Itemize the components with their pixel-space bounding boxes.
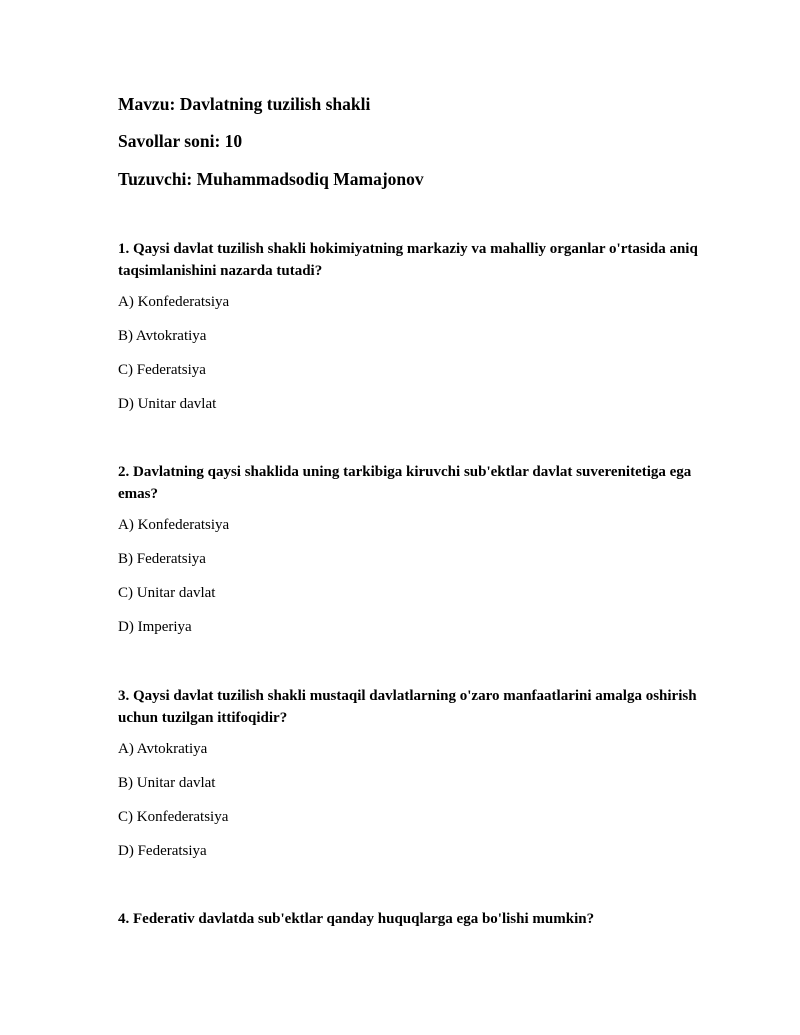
option-b: B) Unitar davlat [118,775,216,791]
option-b: B) Federatsiya [118,551,206,567]
question-4 [118,908,718,930]
author-line: Tuzuvchi: Muhammadsodiq Mamajonov [118,169,424,189]
option-d: D) Unitar davlat [118,396,217,412]
question-text: 2. Davlatning qaysi shaklida uning tarkibiga kiruvchi sub'ektlar davlat suverenitetiga ega emas? [118,464,692,502]
question-text: 1. Qaysi davlat tuzilish shakli hokimiyatning markaziy va mahalliy organlar o'rtasida aniq taqsimlanishini nazarda tutadi? [118,241,698,279]
option-c: C) Unitar davlat [118,585,216,601]
topic-heading: Mavzu: Davlatning tuzilish shakli [118,94,371,114]
option-a: A) Konfederatsiya [118,294,230,310]
option-a: A) Konfederatsiya [118,517,230,533]
option-c: C) Konfederatsiya [118,809,229,825]
option-d: D) Imperiya [118,619,192,635]
question-2 [118,461,718,505]
option-c: C) Federatsiya [118,362,206,378]
option-a: A) Avtokratiya [118,741,208,757]
question-3 [118,685,718,729]
question-count: Savollar soni: 10 [118,131,243,151]
option-b: B) Avtokratiya [118,328,207,344]
option-d: D) Federatsiya [118,843,207,859]
question-1 [118,238,718,282]
question-text: 3. Qaysi davlat tuzilish shakli mustaqil davlatlarning o'zaro manfaatlarini amalga oshirish uchun tuzilgan ittifoqidir? [118,688,697,726]
question-text: 4. Federativ davlatda sub'ektlar qanday huquqlarga ega bo'lishi mumkin? [118,911,595,927]
